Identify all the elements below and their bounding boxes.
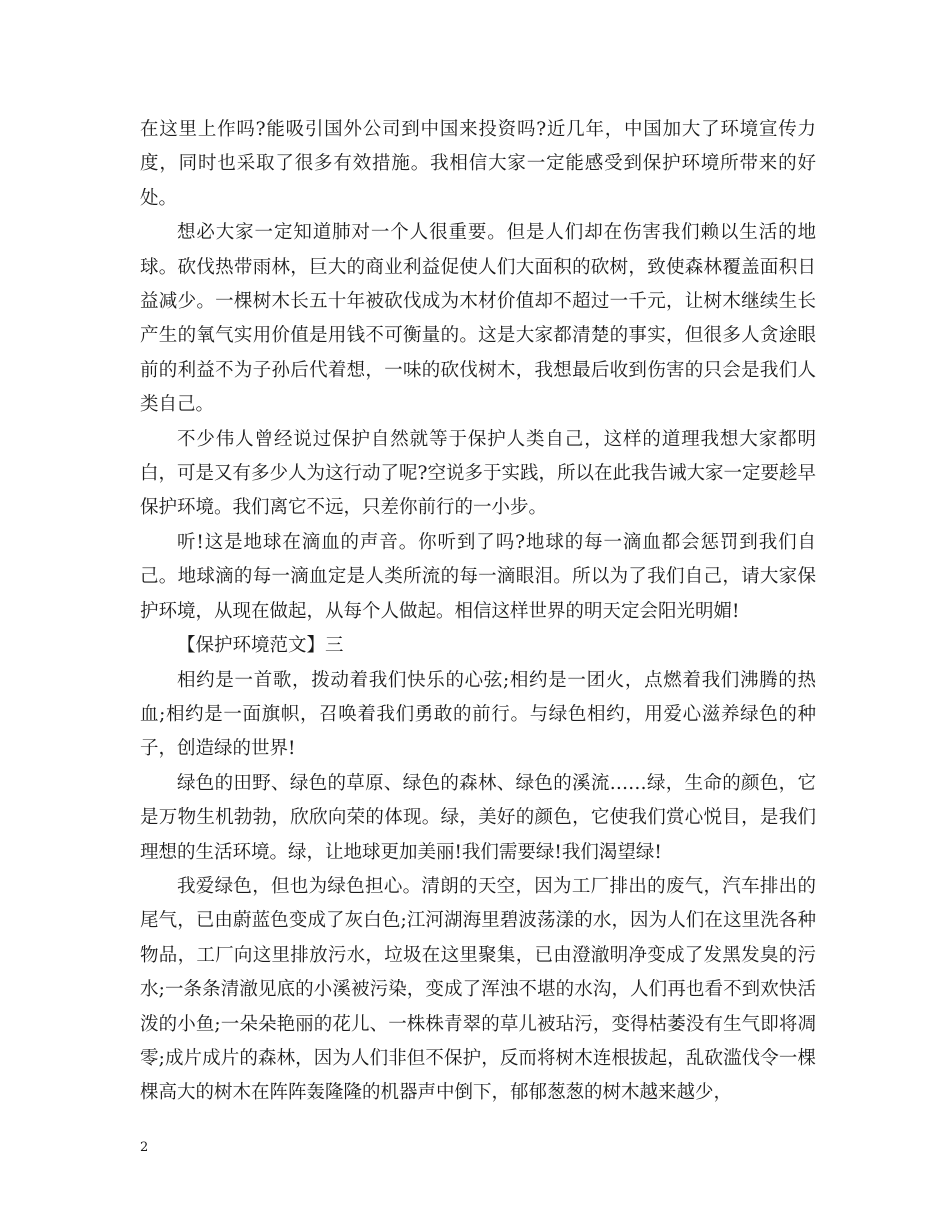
paragraph-6: 绿色的田野、绿色的草原、绿色的森林、绿色的溪流……绿，生命的颜色，它是万物生机勃勃，欣欣向荣的体现。绿，美好的颜色，它使我们赏心悦目，是我们理想的生活环境。绿，让地球更加美丽!我们需要绿!我们渴望绿! [140,772,816,863]
body-text [140,113,816,1111]
paragraph-4: 听!这是地球在滴血的声音。你听到了吗?地球的每一滴血都会惩罚到我们自己。地球滴的每一滴血定是人类所流的每一滴眼泪。所以为了我们自己，请大家保护环境，从现在做起，从每个人做起。相信这样世界的明天定会阳光明媚! [140,531,816,622]
paragraph-2: 想必大家一定知道肺对一个人很重要。但是人们却在伤害我们赖以生活的地球。砍伐热带雨林，巨大的商业利益促使人们大面积的砍树，致使森林覆盖面积日益减少。一棵树木长五十年被砍伐成为木材价值却不超过一千元，让树木继续生长产生的氧气实用价值是用钱不可衡量的。这是大家都清楚的事实，但很多人贪途眼前的利益不为子孙后代着想，一味的砍伐树木，我想最后收到伤害的只会是我们人类自己。 [140,222,816,416]
section-heading: 【保护环境范文】三 [177,635,344,657]
paragraph-1: 在这里上作吗?能吸引国外公司到中国来投资吗?近几年，中国加大了环境宣传力度，同时也采取了很多有效措施。我相信大家一定能感受到保护环境所带来的好处。 [140,119,816,209]
paragraph-5: 相约是一首歌，拨动着我们快乐的心弦;相约是一团火，点燃着我们沸腾的热血;相约是一面旗帜，召唤着我们勇敢的前行。与绿色相约，用爱心滋养绿色的种子，创造绿的世界! [140,669,816,760]
paragraph-7: 我爱绿色，但也为绿色担心。清朗的天空，因为工厂排出的废气，汽车排出的尾气，已由蔚蓝色变成了灰白色;江河湖海里碧波荡漾的水，因为人们在这里洗各种物品，工厂向这里排放污水，垃圾在这里聚集，已由澄澈明净变成了发黑发臭的污水;一条条清澈见底的小溪被污染，变成了浑浊不堪的水沟，人们再也看不到欢快活泼的小鱼;一朵朵艳丽的花儿、一株株青翠的草儿被玷污，变得枯萎没有生气即将凋零;成片成片的森林，因为人们非但不保护，反而将树木连根拔起，乱砍滥伐令一棵棵高大的树木在阵阵轰隆隆的机器声中倒下，郁郁葱葱的树木越来越少， [140,875,816,1104]
page-number: 2 [140,1140,149,1155]
paragraph-3: 不少伟人曾经说过保护自然就等于保护人类自己，这样的道理我想大家都明白，可是又有多少人为这行动了呢?空说多于实践，所以在此我告诫大家一定要趁早保护环境。我们离它不远，只差你前行的一小步。 [140,428,816,519]
